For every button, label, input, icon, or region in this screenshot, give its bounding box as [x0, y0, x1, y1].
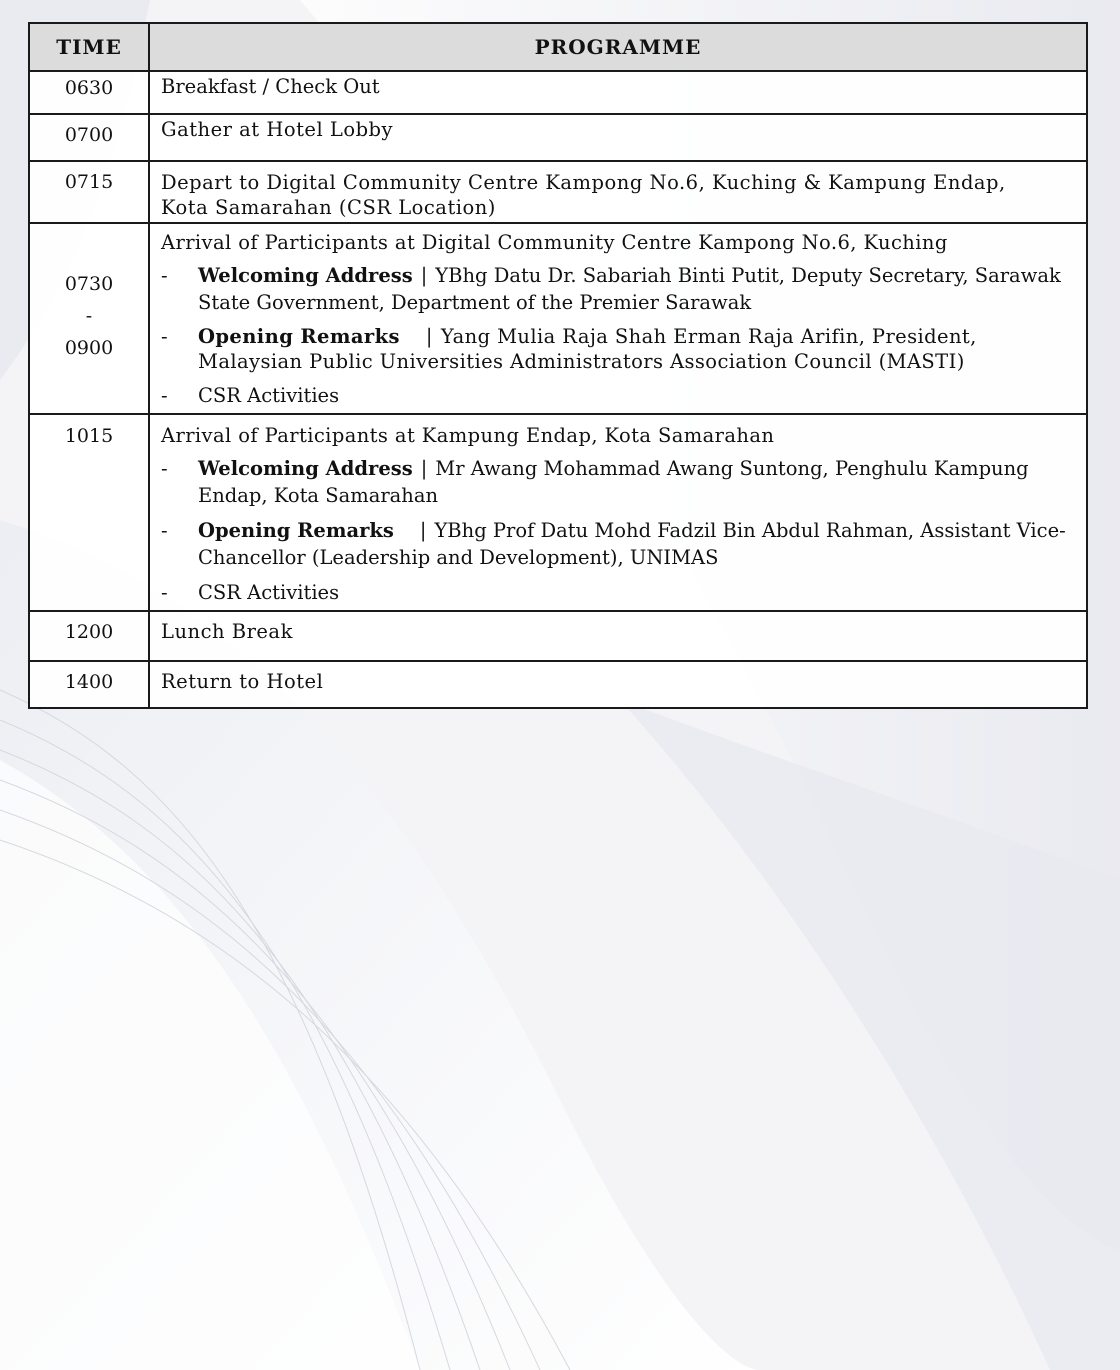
row-programme: [149, 223, 1087, 414]
time-end: 0900: [64, 337, 114, 359]
row-time: [29, 223, 149, 414]
item-label: Opening Remarks: [198, 519, 394, 542]
session-intro: Arrival of Participants at Digital Community Centre Kampong No.6, Kuching: [161, 231, 948, 254]
item-separator: |: [420, 457, 428, 480]
row-time: 1400: [29, 661, 149, 708]
row-programme: [149, 161, 1087, 223]
item-text: Mr Awang Mohammad Awang Suntong, Penghulu Kampung Endap, Kota Samarahan: [198, 457, 1029, 507]
item-text: YBhg Datu Dr. Sabariah Binti Putit, Deputy Secretary, Sarawak State Government, Department of the Premier Sarawak: [198, 264, 1061, 314]
session-intro: Arrival of Participants at Kampung Endap, Kota Samarahan: [161, 424, 775, 447]
time-dash: -: [85, 305, 93, 327]
row-programme: [149, 414, 1087, 611]
list-item: [161, 324, 1076, 374]
item-label: Welcoming Address: [198, 264, 413, 287]
table-row: [29, 71, 1087, 114]
item-label: Opening Remarks: [198, 325, 400, 348]
item-separator: |: [425, 325, 433, 348]
session-items: [161, 455, 1076, 606]
list-item: [161, 455, 1076, 509]
item-text: Yang Mulia Raja Shah Erman Raja Arifin, President, Malaysian Public Universities Administrators Association Council (MASTI): [198, 325, 977, 373]
time-column-header: TIME: [29, 23, 149, 71]
row-programme: Gather at Hotel Lobby: [149, 114, 1087, 161]
row-time: 1200: [29, 611, 149, 661]
row-time: 1015: [29, 414, 149, 611]
table-row: [29, 223, 1087, 414]
row-programme: Lunch Break: [149, 611, 1087, 661]
table-row: [29, 611, 1087, 661]
item-separator: |: [420, 264, 428, 287]
item-text: CSR Activities: [198, 581, 340, 604]
list-item: [161, 517, 1076, 571]
session-items: [161, 262, 1076, 409]
row-programme: Return to Hotel: [149, 661, 1087, 708]
item-text: YBhg Prof Datu Mohd Fadzil Bin Abdul Rahman, Assistant Vice-Chancellor (Leadership and Development), UNIMAS: [198, 519, 1066, 569]
table-row: [29, 161, 1087, 223]
table-row: [29, 661, 1087, 708]
programme-column-header: PROGRAMME: [149, 23, 1087, 71]
time-start: 0730: [64, 273, 114, 295]
item-text: CSR Activities: [198, 384, 340, 407]
programme-line: Kota Samarahan (CSR Location): [161, 196, 496, 219]
programme-table: [28, 22, 1088, 709]
item-label: Welcoming Address: [198, 457, 413, 480]
item-separator: |: [419, 519, 427, 542]
programme-line: Depart to Digital Community Centre Kampong No.6, Kuching & Kampung Endap,: [161, 171, 1006, 194]
row-time: 0700: [29, 114, 149, 161]
list-item: [161, 579, 1076, 606]
list-item: [161, 262, 1076, 316]
list-item: [161, 382, 1076, 409]
table-row: [29, 414, 1087, 611]
row-time: 0715: [29, 161, 149, 223]
table-header-row: [29, 23, 1087, 71]
table-row: [29, 114, 1087, 161]
row-time: 0630: [29, 71, 149, 114]
row-programme: Breakfast / Check Out: [149, 71, 1087, 114]
